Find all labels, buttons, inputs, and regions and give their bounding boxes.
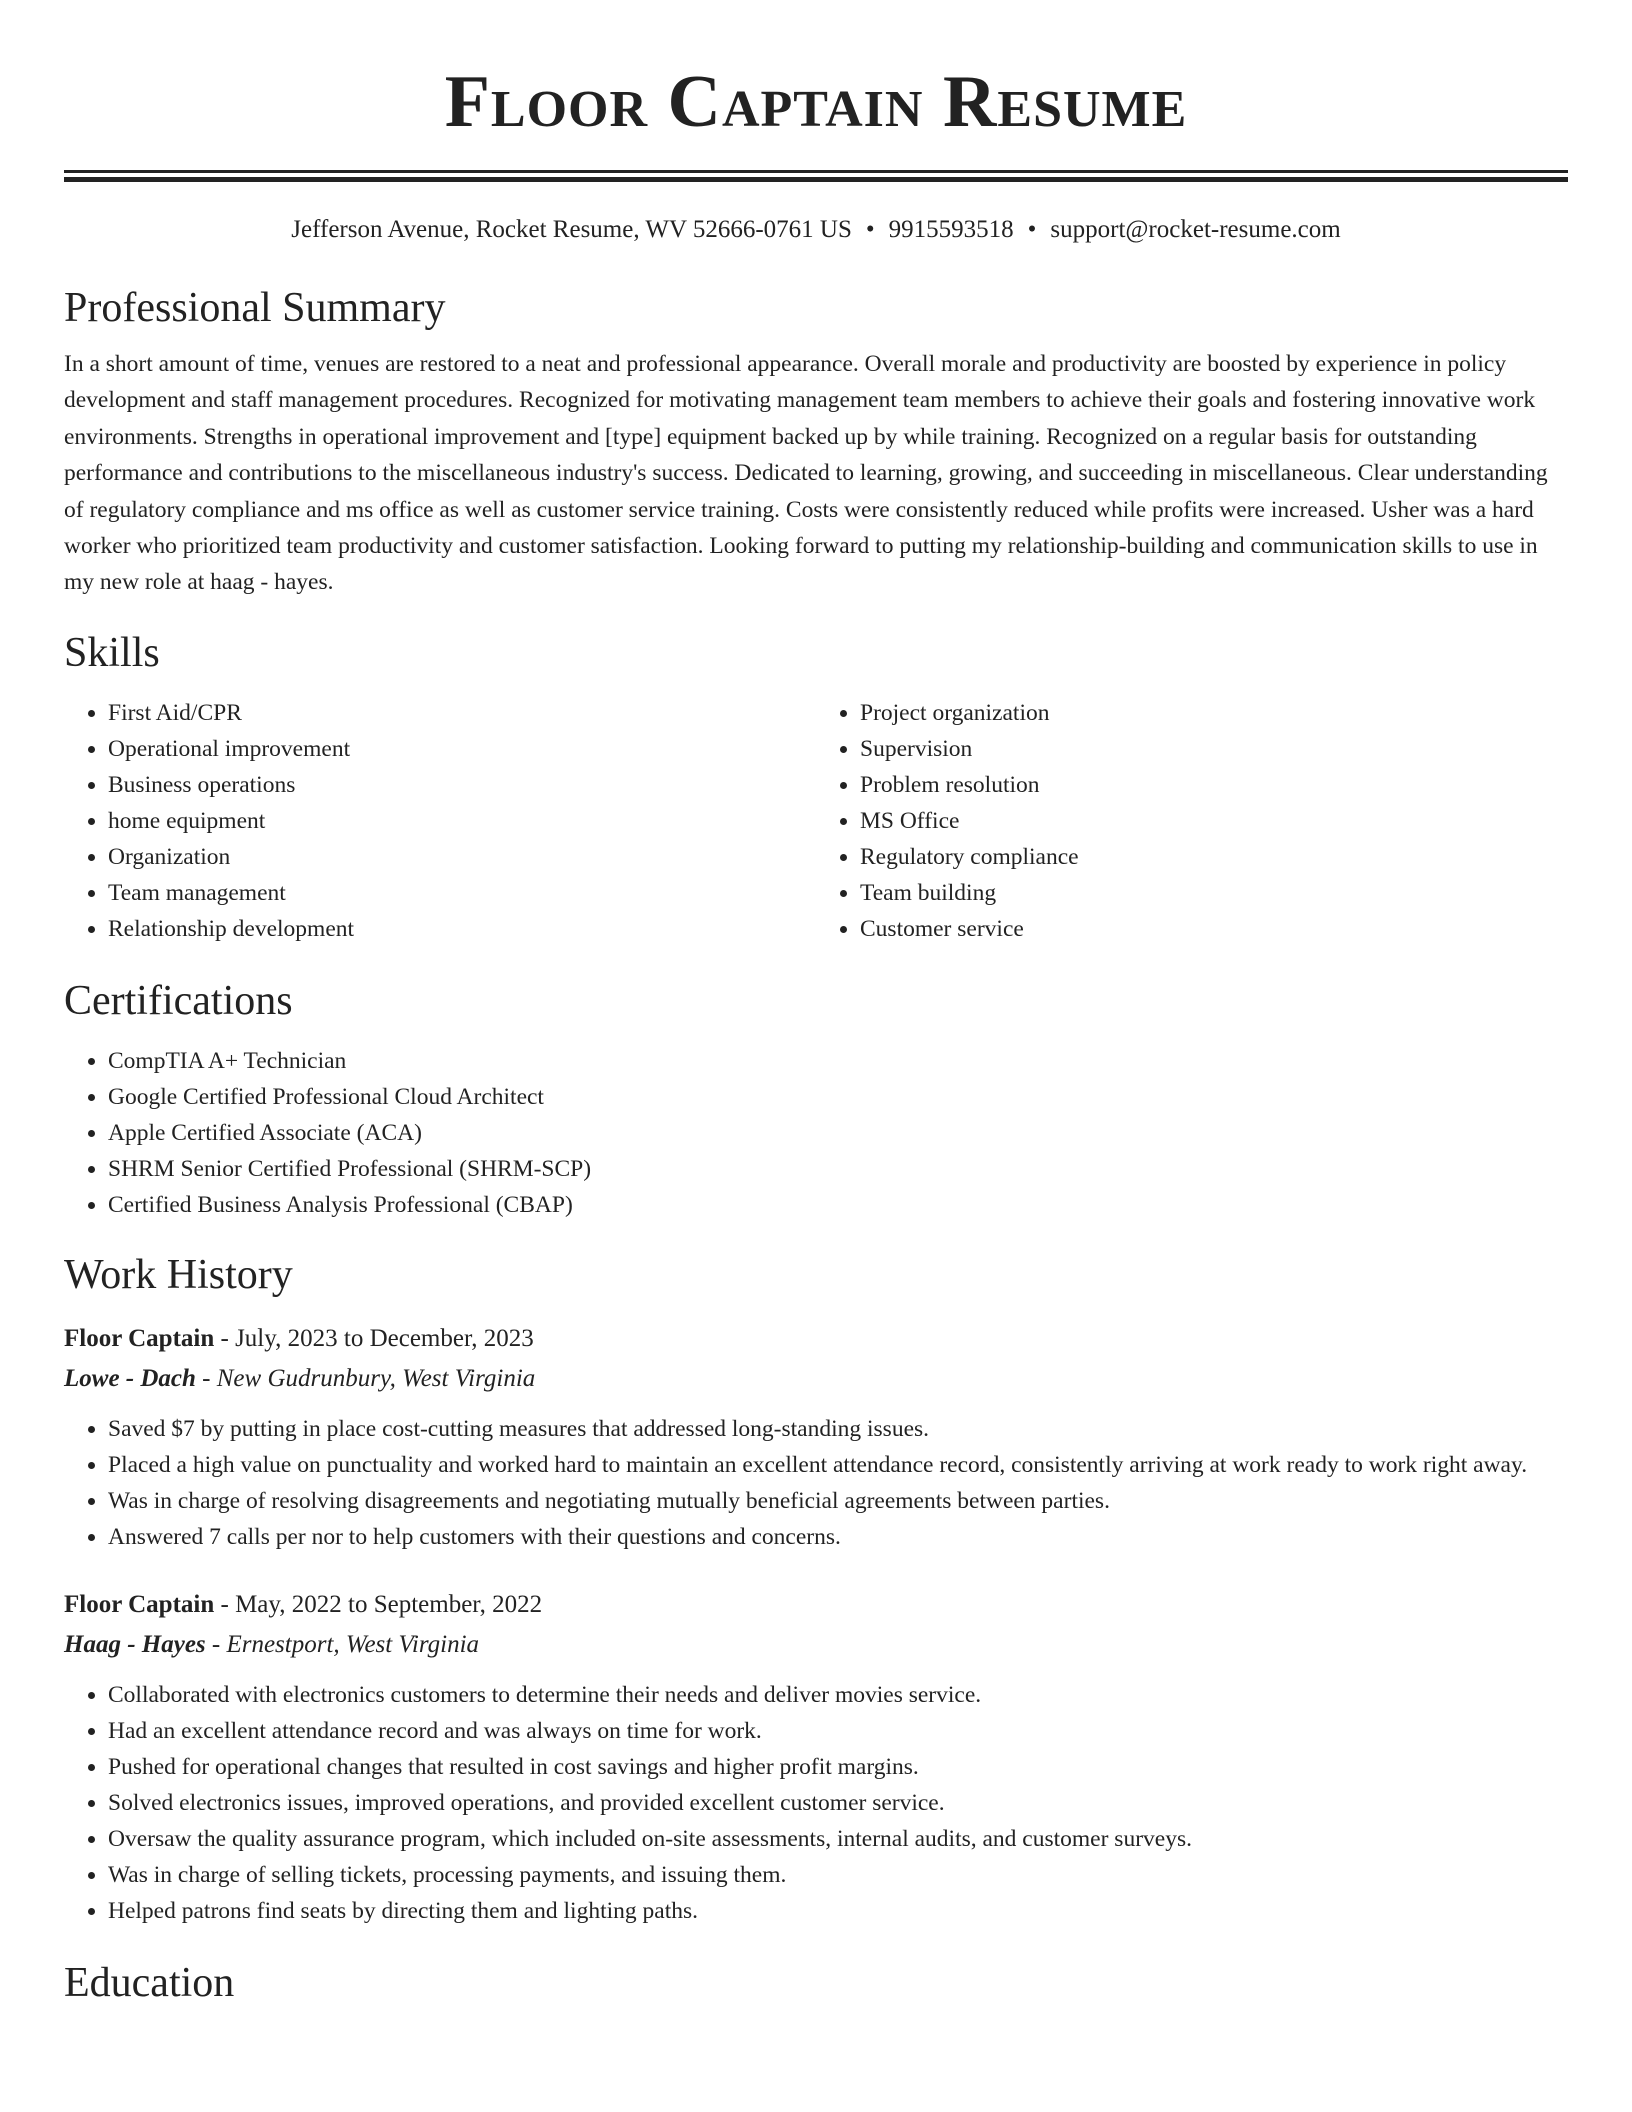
resume-title: Floor Captain Resume — [444, 61, 1188, 143]
work-history-heading: Work History — [64, 1251, 293, 1298]
job-bullet: • Placed a high value on punctuality and worked hard to maintain an excellent attendance record, consistently arriving at work ready to work right away. — [108, 1447, 1568, 1483]
certification-item: • Apple Certified Associate (ACA) — [108, 1115, 1568, 1151]
job-company-line — [64, 1625, 1568, 1665]
job-bullet: • Was in charge of selling tickets, processing payments, and issuing them. — [108, 1857, 1568, 1893]
job-role: Floor Captain — [64, 1324, 215, 1352]
certification-item: • SHRM Senior Certified Professional (SHRM-SCP) — [108, 1151, 1568, 1187]
job-dates: - July, 2023 to December, 2023 — [214, 1324, 534, 1352]
skill-item: • Organization — [108, 839, 816, 875]
skill-item: • Operational improvement — [108, 731, 816, 767]
job-bullet: • Pushed for operational changes that resulted in cost savings and higher profit margins. — [108, 1749, 1568, 1785]
skill-item: • First Aid/CPR — [108, 695, 816, 731]
skill-item: • Supervision — [860, 731, 1568, 767]
skill-item: • Project organization — [860, 695, 1568, 731]
job-location: - New Gudrunbury, West Virginia — [195, 1364, 536, 1392]
skills-left-list — [64, 695, 816, 947]
skill-item: • Team management — [108, 875, 816, 911]
job-bullet: • Was in charge of resolving disagreements and negotiating mutually beneficial agreements between parties. — [108, 1483, 1568, 1519]
certifications-list — [64, 1043, 1568, 1223]
job-company-line — [64, 1359, 1568, 1399]
job-bullet: • Solved electronics issues, improved operations, and provided excellent customer service. — [108, 1785, 1568, 1821]
education-heading: Education — [64, 1959, 235, 2006]
certifications-heading: Certifications — [64, 977, 293, 1024]
job-bullet: • Oversaw the quality assurance program, which included on-site assessments, internal audits, and customer surveys. — [108, 1821, 1568, 1857]
skill-item: • Team building — [860, 875, 1568, 911]
job-entry — [64, 1585, 1568, 1929]
job-bullets — [64, 1411, 1568, 1555]
summary-heading: Professional Summary — [64, 285, 446, 331]
contact-line — [64, 212, 1568, 248]
skills-right-list — [816, 695, 1568, 947]
job-bullet: • Had an excellent attendance record and was always on time for work. — [108, 1713, 1568, 1749]
contact-separator: • — [1027, 216, 1037, 243]
certification-item: • Certified Business Analysis Professional (CBAP) — [108, 1187, 1568, 1223]
contact-address: Jefferson Avenue, Rocket Resume, WV 52666-0761 US — [291, 216, 852, 243]
summary-text: In a short amount of time, venues are restored to a neat and professional appearance. Overall morale and productivity are boosted by experience in policy development and staff management procedures. Recognized for motivating management team members to achieve their goals and fostering innovative work environments. Strengths in operational improvement and [type] equipment backed up by while training. Recognized on a regular basis for outstanding performance and contributions to the miscellaneous industry's success. Dedicated to learning, growing, and succeeding in miscellaneous. Clear understanding of regulatory compliance and ms office as well as customer service training. Costs were consistently reduced while profits were increased. Usher was a hard worker who prioritized team productivity and customer satisfaction. Looking forward to putting my relationship-building and communication skills to use in my new role at haag - hayes. — [64, 351, 1548, 596]
job-title-line — [64, 1585, 1568, 1625]
skill-item: • Customer service — [860, 911, 1568, 947]
job-company: Lowe - Dach — [64, 1364, 196, 1392]
skill-item: • MS Office — [860, 803, 1568, 839]
job-bullet: • Collaborated with electronics customers to determine their needs and deliver movies service. — [108, 1677, 1568, 1713]
skill-item: • Relationship development — [108, 911, 816, 947]
skill-item: • home equipment — [108, 803, 816, 839]
contact-email: support@rocket-resume.com — [1050, 216, 1341, 243]
skill-item: • Business operations — [108, 767, 816, 803]
job-bullet: • Saved $7 by putting in place cost-cutting measures that addressed long-standing issues. — [108, 1411, 1568, 1447]
skill-item: • Regulatory compliance — [860, 839, 1568, 875]
job-role: Floor Captain — [64, 1590, 215, 1618]
certification-item: • Google Certified Professional Cloud Architect — [108, 1079, 1568, 1115]
job-bullet: • Helped patrons find seats by directing them and lighting paths. — [108, 1893, 1568, 1929]
job-title-line — [64, 1319, 1568, 1359]
skills-columns — [64, 695, 1568, 947]
contact-separator: • — [865, 216, 875, 243]
job-entry — [64, 1319, 1568, 1555]
job-company: Haag - Hayes — [64, 1630, 206, 1658]
job-bullets — [64, 1677, 1568, 1929]
skill-item: • Problem resolution — [860, 767, 1568, 803]
certification-item: • CompTIA A+ Technician — [108, 1043, 1568, 1079]
job-bullet: • Answered 7 calls per nor to help customers with their questions and concerns. — [108, 1519, 1568, 1555]
contact-phone: 9915593518 — [888, 216, 1014, 243]
job-location: - Ernestport, West Virginia — [205, 1630, 480, 1658]
skills-heading: Skills — [64, 629, 160, 676]
job-dates: - May, 2022 to September, 2022 — [214, 1590, 543, 1618]
title-divider — [64, 170, 1568, 182]
